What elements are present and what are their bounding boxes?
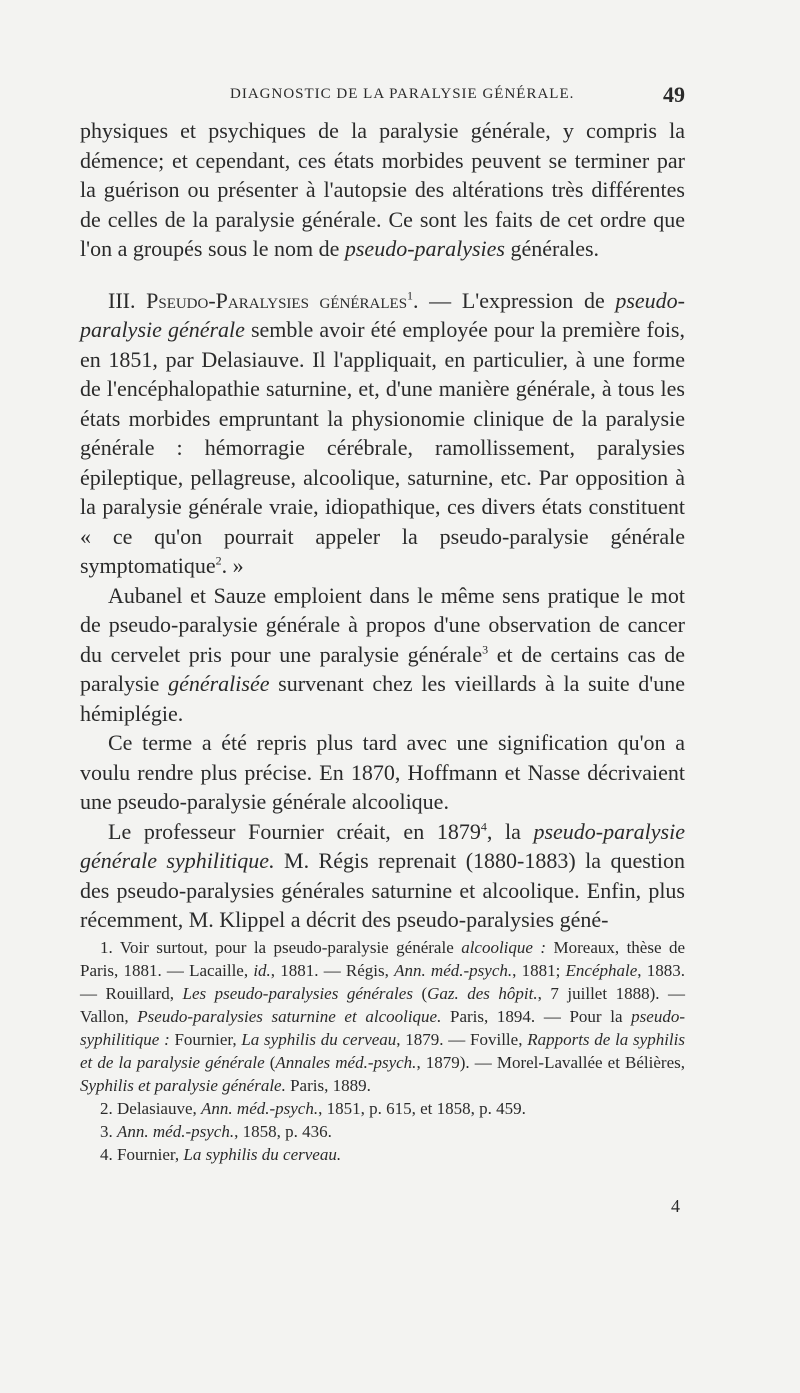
text-run: 1. Voir surtout, pour la pseudo-paralysie générale bbox=[100, 938, 462, 957]
text-run: 2. Delasiauve, bbox=[100, 1099, 202, 1118]
italic-term: Rapports de la syphilis et de la paralysie générale bbox=[80, 1030, 685, 1072]
text-run: , 1879). — Morel-Lavallée et Bélières, bbox=[416, 1053, 685, 1072]
footnote-1 bbox=[80, 936, 685, 1097]
italic-term: Encéphale bbox=[565, 961, 638, 980]
italic-term: Les pseudo-paralysies générales bbox=[182, 984, 413, 1003]
italic-term: pseudo-paralysie générale bbox=[80, 287, 685, 342]
text-run: , 1858, p. 436. bbox=[234, 1122, 332, 1141]
italic-term: Ann. méd.-psych. bbox=[201, 1099, 319, 1118]
text-run: générales. bbox=[504, 236, 600, 261]
italic-term: alcoolique : bbox=[461, 938, 547, 957]
text-run: Aubanel et Sauze emploient dans le même sens pratique le mot de pseudo-paralysie générale à propos d'une observation de cancer du cervelet pris pour une paralysie générale bbox=[80, 582, 685, 667]
paragraph-5 bbox=[80, 817, 685, 935]
text-run: , 1881; bbox=[512, 961, 566, 980]
text-run: ( bbox=[264, 1053, 276, 1072]
text-run: Fournier, bbox=[169, 1030, 242, 1049]
paragraph-4 bbox=[80, 728, 685, 817]
text-run: semble avoir été employée pour la première fois, en 1851, par Delasiauve. Il l'appliquait, en particulier, à une forme de l'encéphalopathie saturnine, et, d'une manière générale, à tous les états morbides empruntant la physionomie clinique de la paralysie générale : hémorragie cérébrale, ramollissement, paralysies épileptique, pellagreuse, alcoolique, saturnine, etc. Par opposition à la paralysie générale vraie, idiopathique, ces divers états constituent « ce qu'on pourrait appeler la pseudo-paralysie générale symptomatique bbox=[80, 317, 685, 578]
footnote-3 bbox=[80, 1120, 685, 1143]
section-iii-paragraph bbox=[80, 286, 685, 581]
italic-term: Pseudo-paralysies saturnine et alcoolique. bbox=[137, 1007, 442, 1026]
text-run: , 1883. — Rouillard, bbox=[80, 961, 685, 1003]
text-run: , 1851, p. 615, et 1858, p. 459. bbox=[318, 1099, 526, 1118]
italic-term: pseudo-syphilitique : bbox=[80, 1007, 685, 1049]
italic-term: Ann. méd.-psych. bbox=[394, 961, 513, 980]
footnotes bbox=[80, 936, 685, 1166]
text-run: Paris, 1894. — Pour la bbox=[441, 1007, 632, 1026]
text-run: physiques et psychiques de la paralysie générale, y compris la démence; et cependant, ces états morbides peuvent se terminer par la guérison ou présenter à l'autopsie des altérations très différentes de celles de la paralysie générale. Ce sont les faits de cet ordre que l'on a groupés sous le nom de bbox=[80, 118, 685, 261]
signature-mark: 4 bbox=[671, 1196, 680, 1216]
italic-term: Gaz. des hôpit. bbox=[427, 984, 538, 1003]
text-run: , 1881. — Régis, bbox=[270, 961, 395, 980]
page-number: 49 bbox=[663, 82, 685, 107]
section-heading: III. Pseudo-Paralysies générales bbox=[108, 287, 408, 313]
footnote-4 bbox=[80, 1143, 685, 1166]
running-title: DIAGNOSTIC DE LA PARALYSIE GÉNÉRALE. bbox=[230, 86, 575, 102]
text-run: , 1879. — Foville, bbox=[396, 1030, 528, 1049]
text-run: et de certains cas de paralysie bbox=[80, 641, 685, 696]
text-run: Paris, 1889. bbox=[285, 1076, 371, 1095]
text-run: Le professeur Fournier créait, en 1879 bbox=[108, 818, 481, 844]
text-run: Moreaux, thèse de Paris, 1881. — Lacaille, bbox=[80, 938, 685, 980]
text-run: . » bbox=[221, 553, 244, 578]
text-run: survenant chez les vieillards à la suite d'une hémiplégie. bbox=[80, 671, 685, 726]
footnote-ref: 2 bbox=[215, 553, 222, 568]
italic-term: Syphilis et paralysie générale. bbox=[80, 1076, 286, 1095]
text-run: , 7 juillet 1888). —Vallon, bbox=[80, 984, 686, 1026]
text-run: ( bbox=[412, 984, 428, 1003]
italic-term: Annales méd.-psych. bbox=[275, 1053, 417, 1072]
text-run: 4. Fournier, bbox=[100, 1145, 184, 1164]
text-run: Ce terme a été repris plus tard avec une signification qu'on a voulu rendre plus précise. En 1870, Hoffmann et Nasse décrivaient une pseudo-paralysie générale alcoolique. bbox=[80, 730, 685, 814]
italic-term: La syphilis du cerveau bbox=[241, 1030, 397, 1049]
italic-term: généralisée bbox=[168, 671, 270, 696]
footnote-2 bbox=[80, 1097, 685, 1120]
footnote-ref: 4 bbox=[480, 819, 487, 834]
italic-term: Ann. méd.-psych. bbox=[117, 1122, 235, 1141]
running-header bbox=[80, 82, 685, 112]
italic-term: pseudo-paralysie générale syphilitique. bbox=[80, 818, 685, 873]
text-run: . — L'expression de bbox=[413, 287, 616, 313]
italic-term: id. bbox=[253, 961, 271, 980]
paragraph-3 bbox=[80, 581, 685, 729]
main-text bbox=[80, 116, 685, 935]
footnote-ref: 3 bbox=[482, 642, 489, 657]
text-run: M. Régis reprenait (1880-1883) la question des pseudo-paralysies générales saturnine et alcoolique. Enfin, plus récemment, M. Klippel a décrit des pseudo-paralysies géné- bbox=[80, 848, 685, 932]
text-run: 3. bbox=[100, 1122, 117, 1141]
paragraph-1 bbox=[80, 116, 685, 264]
italic-term: La syphilis du cerveau. bbox=[183, 1145, 342, 1164]
italic-term: pseudo-paralysies bbox=[344, 236, 505, 261]
text-run: , la bbox=[486, 818, 534, 844]
footnote-ref: 1 bbox=[407, 288, 414, 303]
